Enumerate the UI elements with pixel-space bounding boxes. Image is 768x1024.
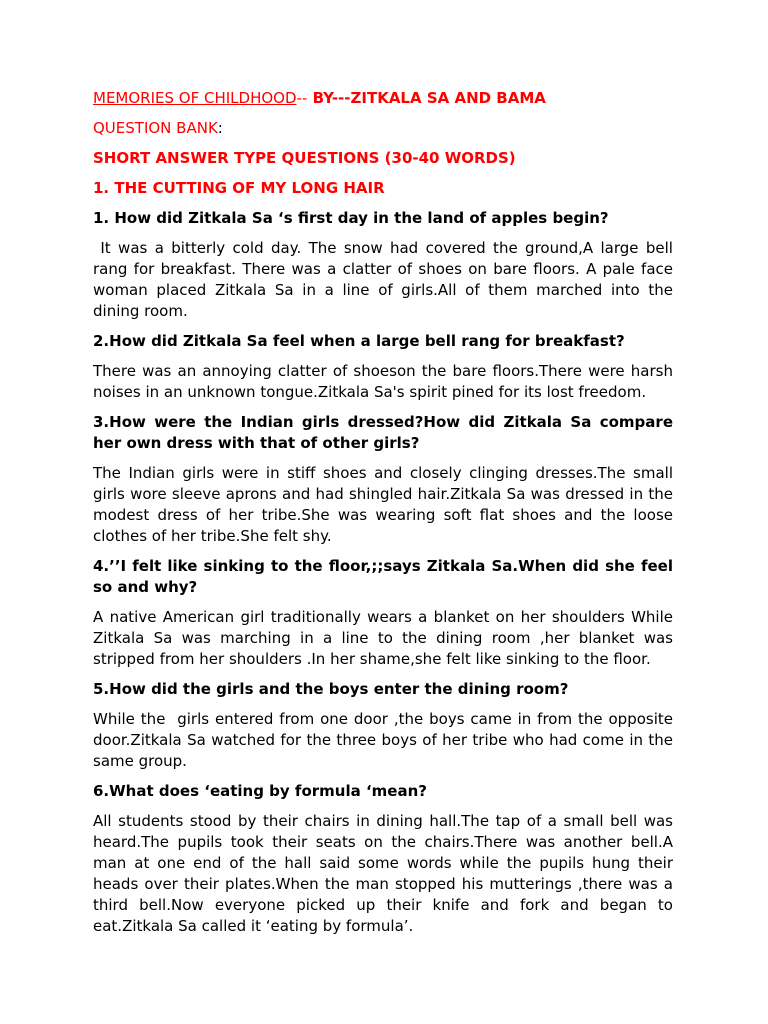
answer-2: There was an annoying clatter of shoeson the bare floors.There were harsh noises in an unknown tongue.Zitkala Sa's spirit pined for its lost freedom. [93,362,673,401]
question-4: 4.’’I felt like sinking to the floor,;;says Zitkala Sa.When did she feel so and why? [93,557,673,596]
chapter-heading: 1. THE CUTTING OF MY LONG HAIR [93,179,385,197]
document-title [93,88,673,109]
qa-list [93,208,678,937]
question-1: 1. How did Zitkala Sa ‘s first day in the land of apples begin? [93,209,609,227]
question-bank-colon: : [217,119,223,137]
section-type-heading: SHORT ANSWER TYPE QUESTIONS (30-40 WORDS) [93,149,516,167]
question-3: 3.How were the Indian girls dressed?How did Zitkala Sa compare her own dress with that of other girls? [93,413,673,452]
question-6: 6.What does ‘eating by formula ‘mean? [93,782,427,800]
title-authors: BY---ZITKALA SA AND BAMA [307,89,546,107]
answer-6: All students stood by their chairs in dining hall.The tap of a small bell was heard.The pupils took their seats on the chairs.There was another bell.A man at one end of the hall said some words while the pupils hung their heads over their plates.When the man stopped his mutterings ,there was a third bell.Now everyone picked up their knife and fork and began to eat.Zitkala Sa called it ‘eating by formula’. [93,812,673,935]
document-page [93,88,678,946]
title-dash: -- [296,89,308,107]
question-bank-label [93,118,673,139]
answer-5: While the girls entered from one door ,the boys came in from the opposite door.Zitkala Sa watched for the three boys of her tribe who had come in the same group. [93,710,678,770]
answer-4: A native American girl traditionally wears a blanket on her shoulders While Zitkala Sa was marching in a line to the dining room ,her blanket was stripped from her shoulders .In her shame,she felt like sinking to the floor. [93,608,673,668]
title-main: MEMORIES OF CHILDHOOD [93,89,297,107]
question-bank-text: QUESTION BANK [93,119,218,137]
question-5: 5.How did the girls and the boys enter the dining room? [93,680,569,698]
question-2: 2.How did Zitkala Sa feel when a large bell rang for breakfast? [93,332,625,350]
answer-3: The Indian girls were in stiff shoes and closely clinging dresses.The small girls wore sleeve aprons and had shingled hair.Zitkala Sa was dressed in the modest dress of her tribe.She was wearing soft flat shoes and the loose clothes of her tribe.She felt shy. [93,464,673,545]
answer-1: It was a bitterly cold day. The snow had covered the ground,A large bell rang for breakfast. There was a clatter of shoes on bare floors. A pale face woman placed Zitkala Sa in a line of girls.All of them marched into the dining room. [93,239,678,320]
